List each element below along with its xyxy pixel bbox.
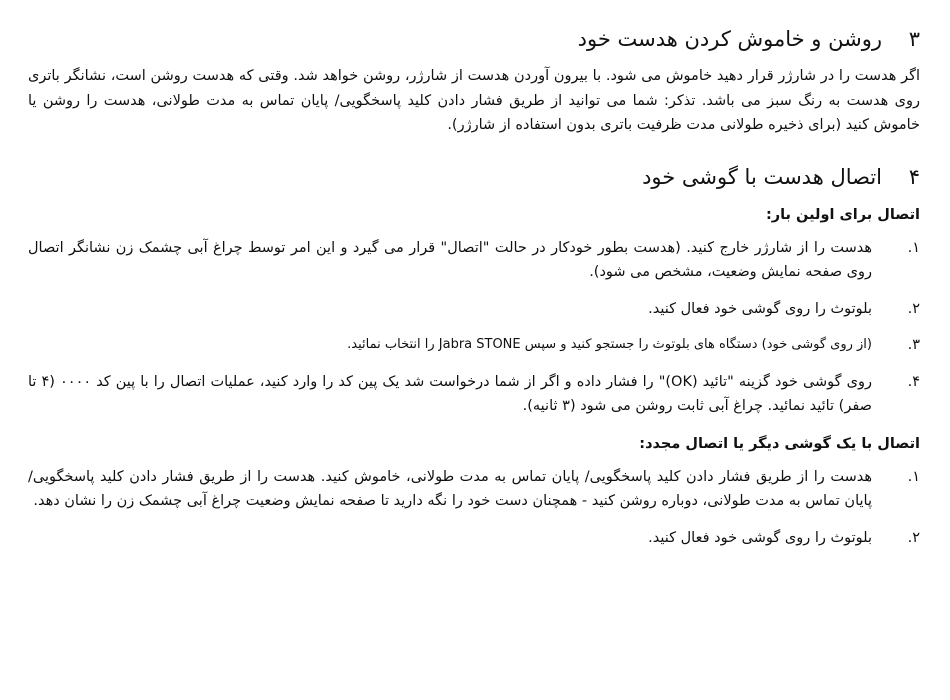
list-item: [28, 236, 920, 285]
first-time-heading: اتصال برای اولین بار:: [765, 206, 920, 223]
step-text: (از روی گوشی خود) دستگاه های بلوتوث را جستجو کنید و سپس Jabra STONE را انتخاب نمائید.: [347, 337, 872, 352]
first-time-steps: [28, 236, 920, 419]
step-number: ۲.: [907, 300, 920, 317]
section-4-title: اتصال هدست با گوشی خود: [642, 164, 882, 189]
section-4-number: ۴: [908, 164, 920, 189]
list-item: [28, 370, 920, 419]
list-item: [28, 297, 920, 322]
list-item: [28, 465, 920, 514]
step-text: هدست را از شارژر خارج کنید. (هدست بطور خودکار در حالت "اتصال" قرار می گیرد و این امر توسط چراغ آبی چشمک زن نشانگر اتصال روی صفحه نمایش وضعیت، مشخص می شود).: [28, 239, 872, 280]
step-number: ۲.: [907, 529, 920, 546]
manual-page: [28, 22, 920, 562]
section-3-body: اگر هدست را در شارژر قرار دهید خاموش می شود. با بیرون آوردن هدست از شارژر، روشن خواهد شد. وقتی که هدست روشن است، نشانگر باتری روی هدست به رنگ سبز می باشد. تذکر: شما می توانید از طریق فشار دادن کلید پاسخگویی/ پایان تماس به مدت طولانی، هدست را روشن یا خاموش کنید (برای ذخیره طولانی مدت ظرفیت باتری بدون استفاده از شارژر).: [28, 68, 920, 133]
other-phone-steps: [28, 465, 920, 551]
step-text: بلوتوث را روی گوشی خود فعال کنید.: [648, 300, 872, 317]
section-4-heading: [28, 160, 920, 194]
step-number: ۱.: [907, 239, 920, 256]
list-item: [28, 526, 920, 551]
step-text: روی گوشی خود گزینه "تائید (OK)" را فشار داده و اگر از شما درخواست شد یک پین کد را وارد کنید، عملیات اتصال را با پین کد ۰۰۰۰ (۴ تا صفر) تائید نمائید. چراغ آبی ثابت روشن می شود (۳ ثانیه).: [28, 373, 872, 414]
section-3-title: روشن و خاموش کردن هدست خود: [577, 27, 882, 51]
step-text: هدست را از طریق فشار دادن کلید پاسخگویی/ پایان تماس به مدت طولانی، خاموش کنید. هدست را از طریق فشار دادن کلید پاسخگویی/ پایان تماس به مدت طولانی، دوباره روشن کنید - همچنان دست خود را نگه دارید تا صفحه نمایش وضعیت چراغ آبی چشمک زن را نشان دهد.: [28, 468, 872, 509]
other-phone-heading: اتصال با یک گوشی دیگر یا اتصال مجدد:: [639, 435, 920, 452]
step-number: ۴.: [907, 373, 920, 390]
step-number: ۳.: [907, 337, 920, 353]
step-number: ۱.: [907, 468, 920, 485]
step-text: بلوتوث را روی گوشی خود فعال کنید.: [648, 529, 872, 546]
section-3-heading: [28, 22, 920, 56]
section-spacer: [28, 138, 920, 160]
section-3-number: ۳: [908, 27, 920, 51]
list-item: [28, 333, 920, 358]
